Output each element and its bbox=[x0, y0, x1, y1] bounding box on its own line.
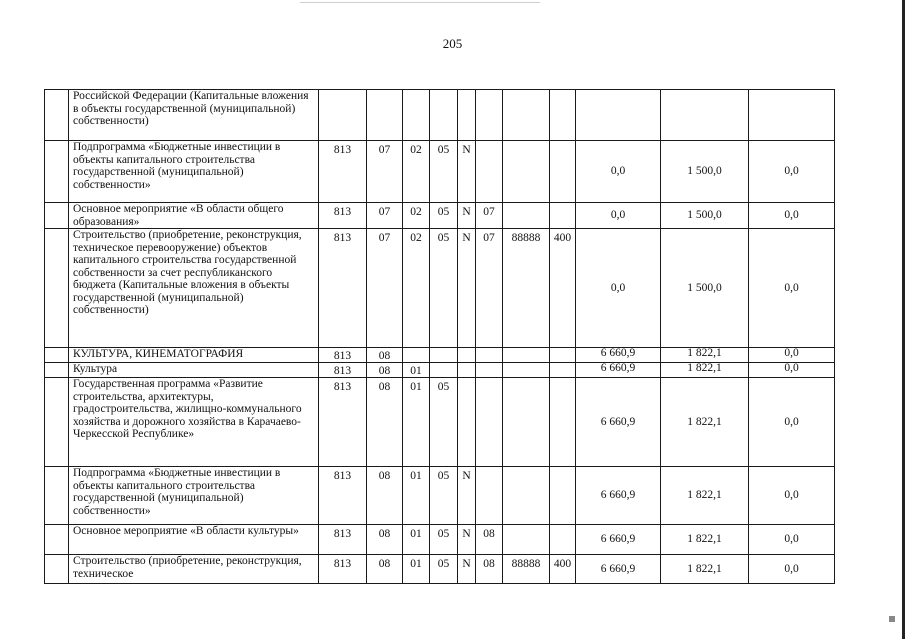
section-code-cell: 07 bbox=[367, 203, 403, 229]
amount-year2-cell: 1 822,1 bbox=[661, 348, 749, 363]
section-code-cell: 08 bbox=[367, 525, 403, 555]
amount-year1-cell: 0,0 bbox=[576, 229, 661, 348]
activity-code-cell bbox=[476, 467, 503, 525]
program-code-cell bbox=[430, 348, 458, 363]
row-name-cell: Основное мероприятие «В области культуры» bbox=[69, 525, 319, 555]
amount-year3-cell: 0,0 bbox=[749, 467, 835, 525]
scan-artifact-line bbox=[300, 2, 540, 3]
row-index-cell bbox=[45, 525, 69, 555]
direction-code-cell: 88888 bbox=[503, 555, 550, 584]
amount-year1-cell: 6 660,9 bbox=[576, 348, 661, 363]
subsection-code-cell: 02 bbox=[403, 203, 430, 229]
program-code-cell bbox=[430, 90, 458, 141]
program-code-cell: 05 bbox=[430, 229, 458, 348]
row-name-cell: Подпрограмма «Бюджетные инвестиции в объекты капитального строительства государственной (муниципальной) собственности» bbox=[69, 467, 319, 525]
ved-code-cell: 813 bbox=[319, 141, 367, 203]
activity-code-cell: 08 bbox=[476, 555, 503, 584]
amount-year2-cell: 1 822,1 bbox=[661, 555, 749, 584]
program-code-cell: 05 bbox=[430, 203, 458, 229]
expense-type-code-cell bbox=[550, 348, 576, 363]
expense-type-code-cell bbox=[550, 363, 576, 378]
subprogram-code-cell: N bbox=[458, 525, 476, 555]
ved-code-cell: 813 bbox=[319, 229, 367, 348]
direction-code-cell bbox=[503, 363, 550, 378]
program-code-cell: 05 bbox=[430, 467, 458, 525]
program-code-cell: 05 bbox=[430, 378, 458, 467]
direction-code-cell bbox=[503, 90, 550, 141]
amount-year2-cell bbox=[661, 90, 749, 141]
page-number: 205 bbox=[442, 36, 463, 51]
row-index-cell bbox=[45, 467, 69, 525]
expense-type-code-cell bbox=[550, 467, 576, 525]
amount-year1-cell: 6 660,9 bbox=[576, 378, 661, 467]
table-row bbox=[45, 229, 835, 348]
activity-code-cell bbox=[476, 378, 503, 467]
amount-year1-cell: 6 660,9 bbox=[576, 467, 661, 525]
amount-year1-cell bbox=[576, 90, 661, 141]
program-code-cell: 05 bbox=[430, 555, 458, 584]
row-index-cell bbox=[45, 141, 69, 203]
activity-code-cell bbox=[476, 348, 503, 363]
ved-code-cell: 813 bbox=[319, 363, 367, 378]
subprogram-code-cell: N bbox=[458, 555, 476, 584]
row-name-cell: Строительство (приобретение, реконструкция, техническое bbox=[69, 555, 319, 584]
subsection-code-cell: 01 bbox=[403, 555, 430, 584]
table-row bbox=[45, 363, 835, 378]
section-code-cell bbox=[367, 90, 403, 141]
amount-year3-cell bbox=[749, 90, 835, 141]
activity-code-cell: 08 bbox=[476, 525, 503, 555]
amount-year3-cell: 0,0 bbox=[749, 141, 835, 203]
subsection-code-cell bbox=[403, 90, 430, 141]
section-code-cell: 08 bbox=[367, 555, 403, 584]
amount-year2-cell: 1 500,0 bbox=[661, 229, 749, 348]
row-index-cell bbox=[45, 229, 69, 348]
budget-table bbox=[44, 89, 835, 584]
ved-code-cell: 813 bbox=[319, 348, 367, 363]
activity-code-cell bbox=[476, 141, 503, 203]
activity-code-cell: 07 bbox=[476, 229, 503, 348]
direction-code-cell bbox=[503, 203, 550, 229]
table-body bbox=[45, 90, 835, 584]
subsection-code-cell: 02 bbox=[403, 229, 430, 348]
program-code-cell bbox=[430, 363, 458, 378]
amount-year1-cell: 6 660,9 bbox=[576, 525, 661, 555]
amount-year2-cell: 1 822,1 bbox=[661, 467, 749, 525]
table-row bbox=[45, 348, 835, 363]
expense-type-code-cell bbox=[550, 141, 576, 203]
ved-code-cell: 813 bbox=[319, 555, 367, 584]
amount-year1-cell: 6 660,9 bbox=[576, 363, 661, 378]
table-row bbox=[45, 203, 835, 229]
amount-year2-cell: 1 822,1 bbox=[661, 525, 749, 555]
amount-year3-cell: 0,0 bbox=[749, 348, 835, 363]
ved-code-cell: 813 bbox=[319, 467, 367, 525]
direction-code-cell bbox=[503, 525, 550, 555]
expense-type-code-cell bbox=[550, 203, 576, 229]
row-name-cell: Подпрограмма «Бюджетные инвестиции в объекты капитального строительства государственной (муниципальной) собственности» bbox=[69, 141, 319, 203]
amount-year2-cell: 1 500,0 bbox=[661, 141, 749, 203]
subprogram-code-cell bbox=[458, 90, 476, 141]
amount-year1-cell: 6 660,9 bbox=[576, 555, 661, 584]
section-code-cell: 07 bbox=[367, 229, 403, 348]
ved-code-cell bbox=[319, 90, 367, 141]
subsection-code-cell: 01 bbox=[403, 467, 430, 525]
program-code-cell: 05 bbox=[430, 141, 458, 203]
amount-year3-cell: 0,0 bbox=[749, 363, 835, 378]
row-index-cell bbox=[45, 348, 69, 363]
section-code-cell: 07 bbox=[367, 141, 403, 203]
section-code-cell: 08 bbox=[367, 378, 403, 467]
amount-year1-cell: 0,0 bbox=[576, 203, 661, 229]
subsection-code-cell bbox=[403, 348, 430, 363]
expense-type-code-cell bbox=[550, 90, 576, 141]
row-index-cell bbox=[45, 203, 69, 229]
direction-code-cell bbox=[503, 378, 550, 467]
row-name-cell: Строительство (приобретение, реконструкция, техническое перевооружение) объектов капитального строительства государственной собственности за счет республиканского бюджета (Капитальные вложения в объекты государственной (муниципальной) собственности) bbox=[69, 229, 319, 348]
table-row bbox=[45, 378, 835, 467]
row-name-cell: Культура bbox=[69, 363, 319, 378]
amount-year3-cell: 0,0 bbox=[749, 525, 835, 555]
ved-code-cell: 813 bbox=[319, 525, 367, 555]
row-index-cell bbox=[45, 555, 69, 584]
program-code-cell: 05 bbox=[430, 525, 458, 555]
scan-artifact-mark bbox=[889, 616, 895, 622]
table-row bbox=[45, 525, 835, 555]
subprogram-code-cell: N bbox=[458, 229, 476, 348]
activity-code-cell bbox=[476, 90, 503, 141]
subprogram-code-cell bbox=[458, 348, 476, 363]
ved-code-cell: 813 bbox=[319, 203, 367, 229]
direction-code-cell bbox=[503, 467, 550, 525]
row-index-cell bbox=[45, 378, 69, 467]
subprogram-code-cell: N bbox=[458, 203, 476, 229]
amount-year2-cell: 1 500,0 bbox=[661, 203, 749, 229]
subsection-code-cell: 01 bbox=[403, 378, 430, 467]
expense-type-code-cell bbox=[550, 525, 576, 555]
section-code-cell: 08 bbox=[367, 363, 403, 378]
table-row bbox=[45, 90, 835, 141]
subsection-code-cell: 02 bbox=[403, 141, 430, 203]
section-code-cell: 08 bbox=[367, 348, 403, 363]
amount-year3-cell: 0,0 bbox=[749, 378, 835, 467]
row-index-cell bbox=[45, 90, 69, 141]
section-code-cell: 08 bbox=[367, 467, 403, 525]
subprogram-code-cell: N bbox=[458, 141, 476, 203]
amount-year2-cell: 1 822,1 bbox=[661, 363, 749, 378]
subsection-code-cell: 01 bbox=[403, 363, 430, 378]
subprogram-code-cell: N bbox=[458, 467, 476, 525]
amount-year3-cell: 0,0 bbox=[749, 229, 835, 348]
row-name-cell: Государственная программа «Развитие строительства, архитектуры, градостроительства, жилищно-коммунального хозяйства и дорожного хозяйства в Карачаево-Черкесской Республике» bbox=[69, 378, 319, 467]
table-row bbox=[45, 555, 835, 584]
expense-type-code-cell: 400 bbox=[550, 229, 576, 348]
amount-year3-cell: 0,0 bbox=[749, 555, 835, 584]
direction-code-cell bbox=[503, 348, 550, 363]
subprogram-code-cell bbox=[458, 378, 476, 467]
amount-year1-cell: 0,0 bbox=[576, 141, 661, 203]
subsection-code-cell: 01 bbox=[403, 525, 430, 555]
activity-code-cell: 07 bbox=[476, 203, 503, 229]
ved-code-cell: 813 bbox=[319, 378, 367, 467]
expense-type-code-cell bbox=[550, 378, 576, 467]
row-index-cell bbox=[45, 363, 69, 378]
amount-year2-cell: 1 822,1 bbox=[661, 378, 749, 467]
expense-type-code-cell: 400 bbox=[550, 555, 576, 584]
table-row bbox=[45, 467, 835, 525]
row-name-cell: Основное мероприятие «В области общего образования» bbox=[69, 203, 319, 229]
row-name-cell: КУЛЬТУРА, КИНЕМАТОГРАФИЯ bbox=[69, 348, 319, 363]
amount-year3-cell: 0,0 bbox=[749, 203, 835, 229]
row-name-cell: Российской Федерации (Капитальные вложения в объекты государственной (муниципальной) собственности) bbox=[69, 90, 319, 141]
table-row bbox=[45, 141, 835, 203]
direction-code-cell bbox=[503, 141, 550, 203]
direction-code-cell: 88888 bbox=[503, 229, 550, 348]
activity-code-cell bbox=[476, 363, 503, 378]
subprogram-code-cell bbox=[458, 363, 476, 378]
